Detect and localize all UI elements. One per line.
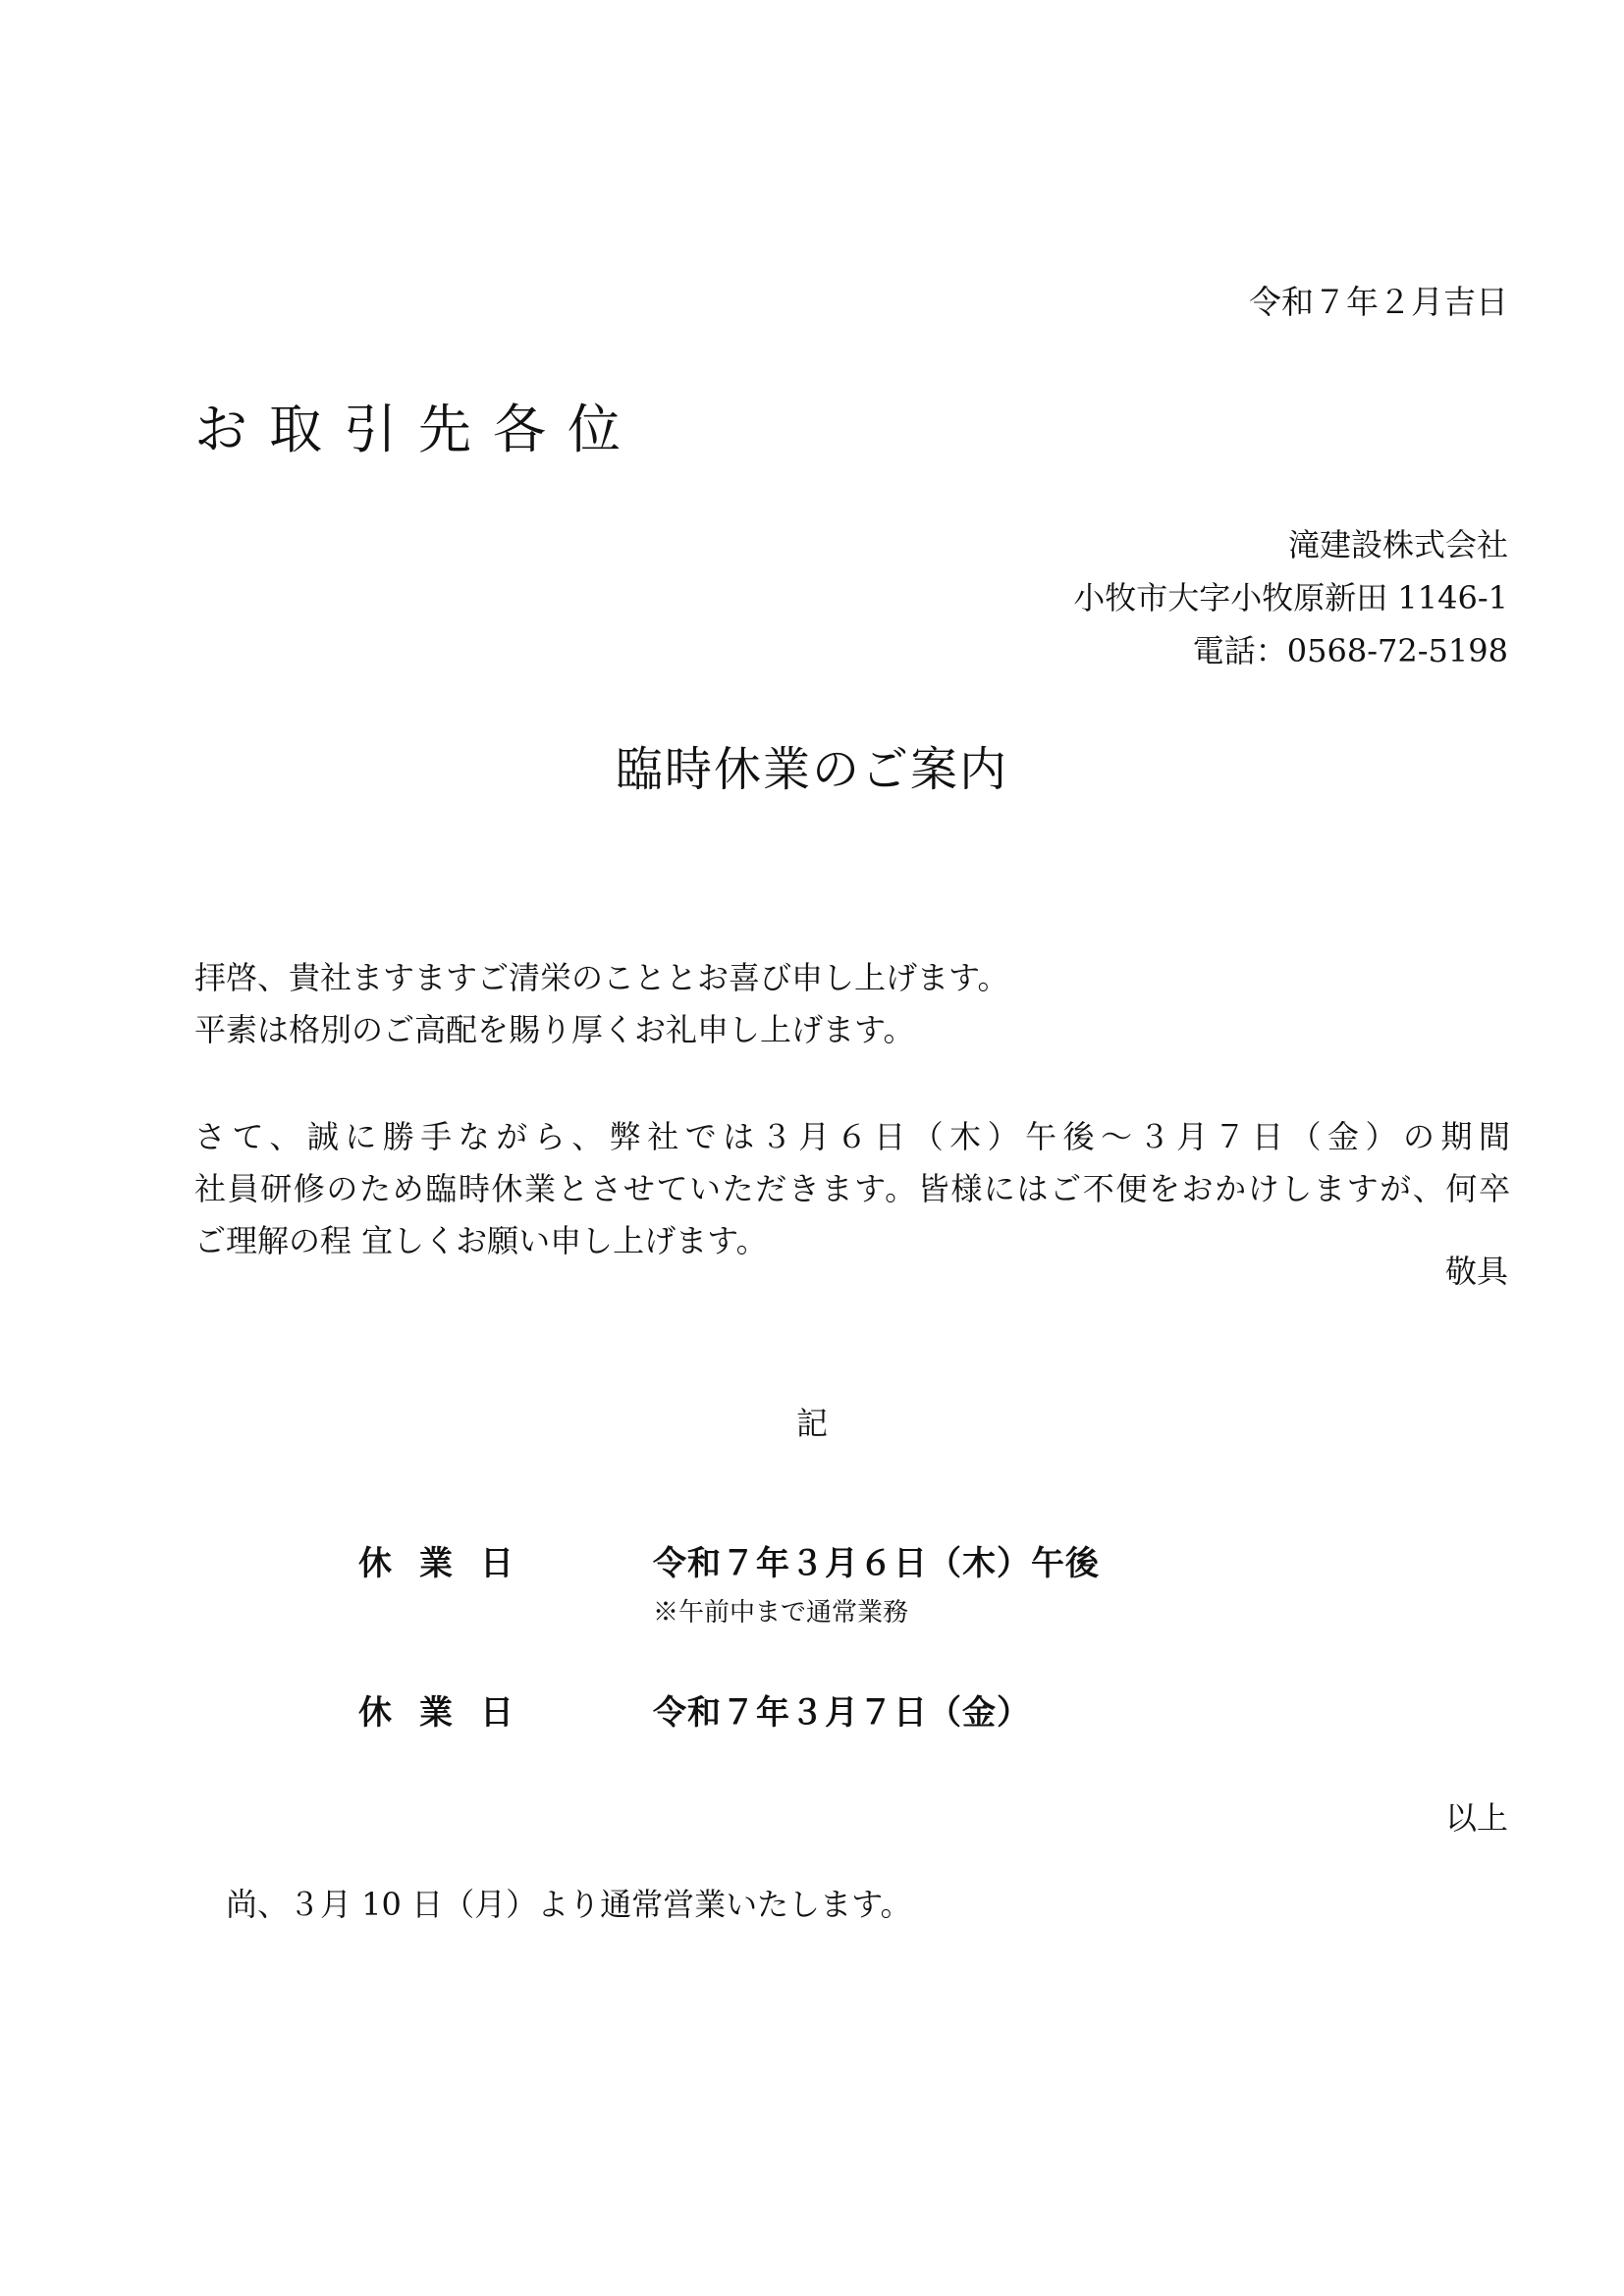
recipient-heading: お取引先各位: [194, 399, 642, 460]
notice-line: 社員研修のため臨時休業とさせていただきます。皆様にはご不便をおかけしますが、何卒: [194, 1170, 1510, 1207]
detail-label: 休業日: [358, 1693, 541, 1733]
closing-ijou: 以上: [1444, 1799, 1508, 1837]
greeting-paragraph: [194, 952, 1510, 1056]
sender-block: [1073, 518, 1508, 677]
detail-value: 令和７年３月６日（木）午後: [653, 1544, 1100, 1583]
detail-note: ※午前中まで通常業務: [653, 1598, 909, 1628]
greeting-line: 拝啓、貴社ますますご清栄のこととお喜び申し上げます。: [194, 959, 1009, 996]
greeting-line: 平素は格別のご高配を賜り厚くお礼申し上げます。: [194, 1011, 915, 1048]
sender-phone: 電話：0568-72-5198: [1192, 632, 1508, 669]
notice-line: さて、誠に勝手ながら、弊社では３月６日（木）午後～３月７日（金）の期間: [194, 1118, 1510, 1155]
ki-heading: 記: [795, 1405, 828, 1442]
notice-paragraph: [194, 1111, 1510, 1267]
document-date: 令和７年２月吉日: [1249, 283, 1508, 321]
closing-keigu: 敬具: [1444, 1253, 1508, 1290]
notice-line: ご理解の程 宜しくお願い申し上げます。: [194, 1222, 768, 1259]
footer-note: 尚、３月 10 日（月）より通常営業いたします。: [226, 1886, 912, 1923]
detail-value: 令和７年３月７日（金）: [653, 1693, 1031, 1733]
sender-address: 小牧市大字小牧原新田 1146-1: [1073, 579, 1508, 616]
detail-label: 休業日: [358, 1544, 541, 1583]
sender-company: 滝建設株式会社: [1287, 526, 1508, 563]
document-title: 臨時休業のご案内: [615, 742, 1008, 797]
